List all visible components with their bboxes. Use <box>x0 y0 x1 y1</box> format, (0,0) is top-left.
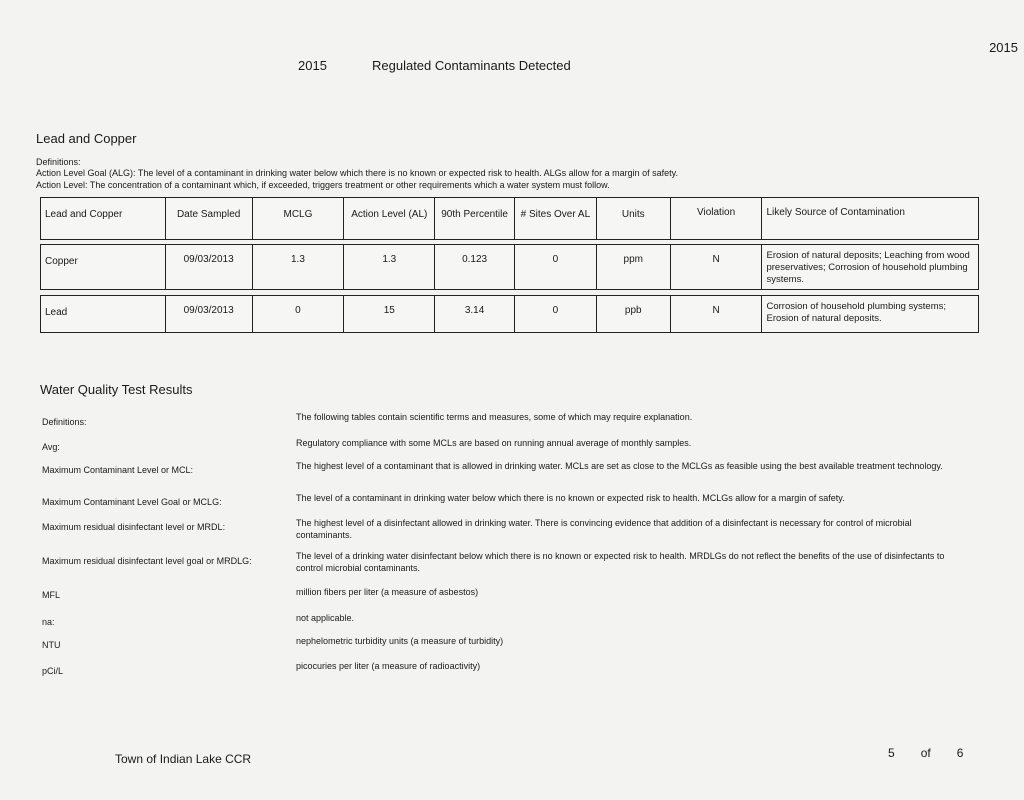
header-cell: MCLG <box>253 198 345 239</box>
table-cell: ppb <box>597 296 671 332</box>
header-cell: Date Sampled <box>166 198 253 239</box>
definition-desc: not applicable. <box>296 613 355 623</box>
definition-desc: picocuries per liter (a measure of radioactivity) <box>296 661 481 671</box>
definition-desc: The highest level of a disinfectant allowed in drinking water. There is convincing evidence that addition of a disinfectant is necessary for control of microbial contaminants. <box>296 518 912 540</box>
table-cell: 1.3 <box>253 245 345 289</box>
definition-term: Maximum Contaminant Level Goal or MCLG: <box>42 497 222 507</box>
table-cell: 1.3 <box>344 245 435 289</box>
definition-term: Maximum Contaminant Level or MCL: <box>42 465 194 475</box>
table-cell: N <box>671 245 763 289</box>
table-cell: 09/03/2013 <box>166 245 253 289</box>
definition-term: na: <box>42 617 55 627</box>
table-row <box>40 244 979 290</box>
header-cell: Lead and Copper <box>41 198 166 239</box>
definition-desc: The level of a drinking water disinfectant below which there is no known or expected risk to health. MRDLGs do not reflect the benefits of the use of disinfectants to control microbial contaminants. <box>296 551 945 573</box>
header-cell: Action Level (AL) <box>344 198 435 239</box>
table-cell: Erosion of natural deposits; Leaching from wood preservatives; Corrosion of household plumbing systems. <box>766 250 970 285</box>
definition-term: Maximum residual disinfectant level or MRDL: <box>42 522 226 532</box>
table-cell: ppm <box>597 245 671 289</box>
header-cell: Units <box>597 198 671 239</box>
header-cell: Violation <box>671 198 763 239</box>
page-total: 6 <box>956 746 964 760</box>
page-number <box>888 746 963 760</box>
definition-term: MFL <box>42 590 60 600</box>
table-cell: 0 <box>253 296 345 332</box>
header-cell: 90th Percentile <box>435 198 515 239</box>
table-cell: Corrosion of household plumbing systems; Erosion of natural deposits. <box>766 301 947 324</box>
lead-copper-title: Lead and Copper <box>36 131 137 146</box>
table-cell: 0 <box>515 245 597 289</box>
footer-town: Town of Indian Lake CCR <box>115 752 252 766</box>
definition-term: Avg: <box>42 442 60 452</box>
table-cell: N <box>671 296 763 332</box>
definition-desc: Regulatory compliance with some MCLs are based on running annual average of monthly samples. <box>296 438 692 448</box>
table-cell: 09/03/2013 <box>166 296 253 332</box>
table-cell: 3.14 <box>435 296 515 332</box>
definition-term: Maximum residual disinfectant level goal or MRDLG: <box>42 556 252 566</box>
definition-term: Definitions: <box>42 417 87 427</box>
page-current: 5 <box>888 746 895 760</box>
lead-copper-header-row <box>40 197 979 240</box>
alg-definition: Action Level Goal (ALG): The level of a contaminant in drinking water below which there is no known or expected risk to health. ALGs allow for a margin of safety. <box>36 168 678 178</box>
definition-desc: nephelometric turbidity units (a measure of turbidity) <box>296 636 504 646</box>
table-cell: Lead <box>41 296 166 332</box>
definition-term: NTU <box>42 640 61 650</box>
definition-desc: The level of a contaminant in drinking water below which there is no known or expected risk to health. MCLGs allow for a margin of safety. <box>296 493 845 503</box>
table-cell: 0.123 <box>435 245 515 289</box>
table-row <box>40 295 979 333</box>
table-cell: 15 <box>344 296 435 332</box>
header-cell: # Sites Over AL <box>515 198 597 239</box>
al-definition: Action Level: The concentration of a contaminant which, if exceeded, triggers treatment or other requirements which a water system must follow. <box>36 180 610 190</box>
table-cell: Copper <box>41 245 166 289</box>
definitions-label: Definitions: <box>36 157 81 167</box>
header-year: 2015 <box>298 58 327 73</box>
page-of: of <box>920 746 931 760</box>
definition-desc: million fibers per liter (a measure of asbestos) <box>296 587 479 597</box>
definition-term: pCi/L <box>42 666 64 676</box>
water-quality-title: Water Quality Test Results <box>40 382 193 397</box>
corner-year: 2015 <box>989 40 1018 55</box>
table-cell: 0 <box>515 296 597 332</box>
header-title: Regulated Contaminants Detected <box>372 58 571 73</box>
definition-desc: The highest level of a contaminant that is allowed in drinking water. MCLs are set as close to the MCLGs as feasible using the best available treatment technology. <box>296 461 943 471</box>
header-cell: Likely Source of Contamination <box>766 207 905 218</box>
definition-desc: The following tables contain scientific terms and measures, some of which may require explanation. <box>296 412 693 422</box>
